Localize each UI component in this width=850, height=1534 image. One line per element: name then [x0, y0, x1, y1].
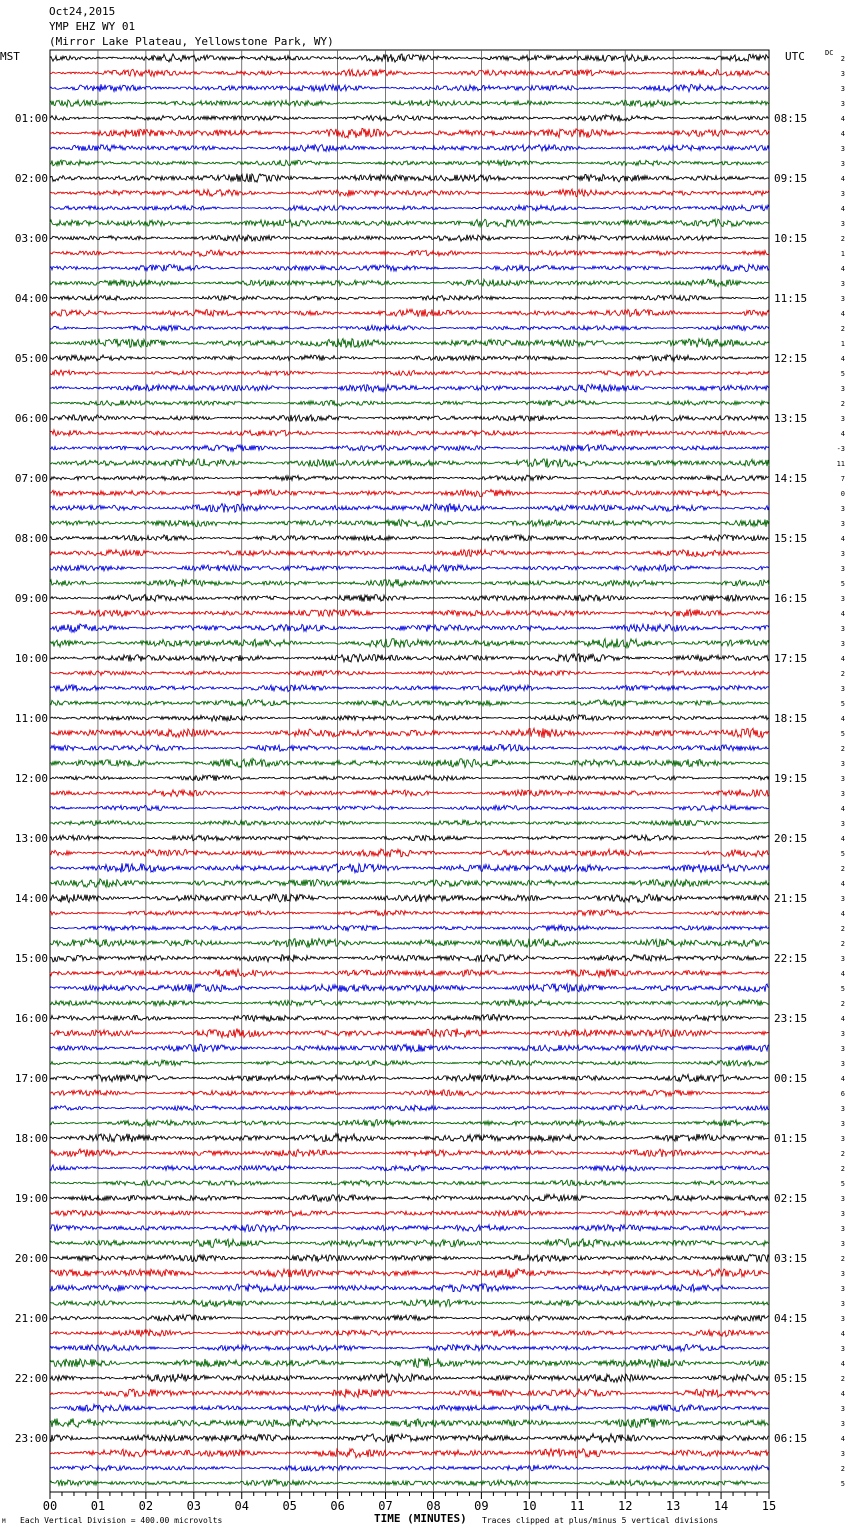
dc-offset-value: 4 [840, 655, 845, 663]
seismic-trace [50, 969, 769, 977]
mst-hour-label: 09:00 [14, 592, 48, 605]
dc-offset-value: 3 [840, 1030, 845, 1038]
seismic-trace [50, 715, 769, 721]
dc-offset-value: 6 [840, 1090, 845, 1098]
seismic-trace [50, 775, 769, 781]
seismic-trace [50, 1165, 769, 1171]
seismic-trace [50, 145, 769, 152]
seismic-trace [50, 1210, 769, 1216]
dc-offset-value: 4 [840, 205, 845, 213]
seismic-trace [50, 835, 769, 841]
dc-offset-value: 4 [840, 1075, 845, 1083]
seismic-trace [50, 955, 769, 962]
dc-offset-value: 3 [840, 1120, 845, 1128]
seismic-trace [50, 1120, 769, 1127]
seismic-trace [50, 1344, 769, 1351]
mst-hour-label: 23:00 [14, 1432, 48, 1445]
x-tick-label: 08 [426, 1499, 441, 1513]
x-tick-label: 05 [282, 1499, 297, 1513]
dc-offset-value: 2 [840, 670, 845, 678]
dc-offset-value: 3 [840, 1060, 845, 1068]
mst-hour-label: 20:00 [14, 1252, 48, 1265]
mst-hour-label: 16:00 [14, 1012, 48, 1025]
seismic-trace [50, 219, 769, 227]
seismic-trace [50, 160, 769, 166]
dc-offset-value: 3 [840, 1135, 845, 1143]
seismic-trace [50, 400, 769, 406]
seismic-trace [50, 1465, 769, 1471]
dc-offset-value: 2 [840, 1375, 845, 1383]
dc-offset-value: 3 [840, 295, 845, 303]
seismic-trace [50, 309, 769, 317]
dc-offset-value: 3 [840, 520, 845, 528]
seismic-trace [50, 639, 769, 648]
seismic-trace [50, 475, 769, 481]
utc-hour-label: 11:15 [774, 292, 808, 305]
dc-offset-value: 4 [840, 1015, 845, 1023]
seismic-trace [50, 610, 769, 617]
dc-offset-value: 3 [840, 190, 845, 198]
dc-offset-value: 3 [840, 1210, 845, 1218]
dc-offset-value: 2 [840, 325, 845, 333]
chart-date: Oct24,2015 [49, 5, 116, 18]
mst-hour-label: 11:00 [14, 712, 48, 725]
seismic-trace [50, 1405, 769, 1412]
mst-hour-label: 18:00 [14, 1132, 48, 1145]
seismic-trace [50, 1330, 769, 1337]
seismic-trace [50, 1418, 769, 1427]
mst-hour-label: 07:00 [14, 472, 48, 485]
dc-offset-value: 5 [840, 1480, 845, 1488]
seismic-trace [50, 415, 769, 422]
dc-offset-value: 3 [840, 1405, 845, 1413]
x-tick-label: 02 [138, 1499, 154, 1513]
x-tick-label: 03 [186, 1499, 202, 1513]
seismic-trace [50, 700, 769, 706]
dc-offset-value: 4 [840, 805, 845, 813]
right-timezone-label: UTC [785, 50, 805, 63]
utc-hour-label: 13:15 [774, 412, 808, 425]
x-tick-label: 01 [90, 1499, 106, 1513]
mst-hour-label: 17:00 [14, 1072, 48, 1085]
dc-offset-value: 3 [840, 100, 845, 108]
seismic-trace [50, 445, 769, 452]
mst-hour-label: 10:00 [14, 652, 48, 665]
seismic-trace [50, 759, 769, 768]
x-tick-label: 04 [234, 1499, 249, 1513]
dc-offset-value: 2 [840, 940, 845, 948]
seismic-trace [50, 595, 769, 602]
seismic-trace [50, 384, 769, 392]
seismic-trace [50, 1149, 769, 1157]
dc-offset-value: 3 [840, 1315, 845, 1323]
seismic-trace [50, 938, 769, 947]
seismic-trace [50, 1389, 769, 1398]
mst-hour-label: 08:00 [14, 532, 48, 545]
dc-offset-value: 2 [840, 865, 845, 873]
seismic-trace [50, 490, 769, 497]
dc-offset-value: 7 [840, 475, 845, 483]
seismic-trace [50, 1284, 769, 1292]
dc-offset-value: 4 [840, 1390, 845, 1398]
dc-offset-value: 3 [840, 70, 845, 78]
seismic-trace [50, 520, 769, 527]
seismic-trace [50, 579, 769, 586]
mst-hour-label: 06:00 [14, 412, 48, 425]
seismic-trace [50, 1000, 769, 1006]
seismic-trace [50, 670, 769, 675]
dc-offset-value: 2 [840, 1000, 845, 1008]
seismic-trace [50, 820, 769, 825]
mst-hour-label: 01:00 [14, 112, 48, 125]
seismic-trace [50, 1180, 769, 1186]
dc-offset-value: 2 [840, 1150, 845, 1158]
seismic-trace [50, 1480, 769, 1487]
seismic-trace [50, 1195, 769, 1202]
utc-hour-label: 05:15 [774, 1372, 808, 1385]
seismic-trace [50, 459, 769, 468]
utc-hour-label: 17:15 [774, 652, 808, 665]
seismic-trace [50, 370, 769, 376]
dc-offset-value: 4 [840, 265, 845, 273]
seismic-trace [50, 54, 769, 62]
seismic-trace [50, 624, 769, 632]
seismic-trace [50, 745, 769, 752]
dc-offset-value: 0 [840, 490, 845, 498]
utc-hour-label: 02:15 [774, 1192, 808, 1205]
dc-offset-value: 5 [840, 985, 845, 993]
dc-offset-value: 3 [840, 640, 845, 648]
station-location: (Mirror Lake Plateau, Yellowstone Park, WY) [49, 35, 334, 48]
dc-offset-value: 3 [840, 1270, 845, 1278]
mst-hour-label: 13:00 [14, 832, 48, 845]
x-tick-label: 07 [378, 1499, 393, 1513]
seismic-trace [50, 1434, 769, 1443]
x-tick-label: 14 [713, 1499, 729, 1513]
utc-hour-label: 19:15 [774, 772, 808, 785]
left-timezone-label: MST [0, 50, 20, 63]
utc-hour-label: 03:15 [774, 1252, 808, 1265]
dc-offset-value: 3 [840, 1240, 845, 1248]
dc-offset-value: 3 [840, 1045, 845, 1053]
x-axis-label: TIME (MINUTES) [374, 1512, 467, 1525]
seismic-trace [50, 355, 769, 361]
seismic-trace [50, 1029, 769, 1038]
seismic-trace [50, 879, 769, 887]
seismic-trace [50, 863, 769, 872]
mst-hour-label: 02:00 [14, 172, 48, 185]
dc-offset-value: 2 [840, 745, 845, 753]
dc-offset-value: 3 [840, 415, 845, 423]
dc-offset-value: 4 [840, 130, 845, 138]
dc-offset-value: 3 [840, 1105, 845, 1113]
x-tick-label: 10 [522, 1499, 537, 1513]
dc-offset-value: 3 [840, 775, 845, 783]
seismic-trace [50, 1358, 769, 1367]
dc-offset-value: 3 [840, 1225, 845, 1233]
dc-offset-value: 2 [840, 1465, 845, 1473]
utc-hour-label: 06:15 [774, 1432, 808, 1445]
x-tick-label: 13 [665, 1499, 681, 1513]
dc-offset-value: 3 [840, 595, 845, 603]
seismic-trace [50, 1044, 769, 1052]
seismic-trace [50, 1254, 769, 1261]
dc-offset-value: 5 [840, 580, 845, 588]
dc-offset-value: 3 [840, 145, 845, 153]
dc-offset-value: 4 [840, 970, 845, 978]
seismic-trace [50, 325, 769, 330]
utc-hour-label: 18:15 [774, 712, 808, 725]
dc-offset-value: 4 [840, 880, 845, 888]
seismic-trace [50, 1374, 769, 1383]
mst-hour-label: 05:00 [14, 352, 48, 365]
seismic-trace [50, 1239, 769, 1248]
seismic-trace [50, 504, 769, 513]
corner-mark: M [2, 1518, 6, 1525]
dc-offset-value: 3 [840, 1420, 845, 1428]
dc-offset-value: 5 [840, 850, 845, 858]
dc-offset-value: 4 [840, 430, 845, 438]
mst-hour-label: 04:00 [14, 292, 48, 305]
seismic-trace [50, 894, 769, 903]
seismic-trace [50, 235, 769, 242]
mst-hour-label: 03:00 [14, 232, 48, 245]
dc-offset-value: 4 [840, 115, 845, 123]
dc-offset-value: 3 [840, 505, 845, 513]
seismic-trace [50, 789, 769, 796]
seismic-trace [50, 1225, 769, 1232]
seismic-trace [50, 535, 769, 541]
seismic-trace [50, 205, 769, 211]
dc-offset-value: 3 [840, 550, 845, 558]
seismic-trace [50, 1105, 769, 1111]
dc-offset-value: 2 [840, 925, 845, 933]
utc-hour-label: 15:15 [774, 532, 808, 545]
seismic-trace [50, 69, 769, 76]
dc-offset-value: 5 [840, 730, 845, 738]
seismic-trace [50, 128, 769, 137]
dc-offset-value: -3 [836, 445, 845, 453]
dc-offset-value: 3 [840, 565, 845, 573]
dc-offset-value: 3 [840, 895, 845, 903]
seismic-trace [50, 189, 769, 197]
dc-offset-value: 5 [840, 370, 845, 378]
utc-hour-label: 20:15 [774, 832, 808, 845]
x-tick-label: 00 [42, 1499, 58, 1513]
station-name: YMP EHZ WY 01 [49, 20, 136, 33]
dc-offset-value: 4 [840, 610, 845, 618]
dc-column-label: DC [825, 49, 834, 57]
utc-hour-label: 01:15 [774, 1132, 808, 1145]
dc-offset-value: 3 [840, 1285, 845, 1293]
seismic-trace [50, 250, 769, 256]
dc-offset-value: 4 [840, 535, 845, 543]
seismic-trace [50, 1300, 769, 1307]
x-tick-label: 15 [761, 1499, 777, 1513]
dc-offset-value: 4 [840, 910, 845, 918]
dc-offset-value: 3 [840, 685, 845, 693]
seismic-trace [50, 984, 769, 993]
dc-offset-value: 4 [840, 835, 845, 843]
scale-note: Each Vertical Division = 400.00 microvolts [20, 1516, 223, 1525]
x-tick-label: 06 [330, 1499, 345, 1513]
seismic-trace [50, 264, 769, 271]
dc-offset-value: 4 [840, 1330, 845, 1338]
seismic-trace [50, 1134, 769, 1143]
dc-offset-value: 5 [840, 700, 845, 708]
seismic-trace [50, 1448, 769, 1457]
x-tick-label: 11 [570, 1499, 585, 1513]
seismic-trace [50, 174, 769, 183]
seismic-trace [50, 115, 769, 121]
dc-offset-value: 3 [840, 625, 845, 633]
dc-offset-value: 4 [840, 715, 845, 723]
seismic-trace [50, 728, 769, 738]
dc-offset-value: 3 [840, 1345, 845, 1353]
dc-offset-value: 2 [840, 55, 845, 63]
seismic-trace [50, 550, 769, 557]
seismic-trace [50, 849, 769, 857]
seismic-trace [50, 925, 769, 931]
dc-offset-value: 2 [840, 235, 845, 243]
dc-offset-value: 4 [840, 355, 845, 363]
dc-offset-value: 3 [840, 1450, 845, 1458]
mst-hour-label: 15:00 [14, 952, 48, 965]
dc-offset-value: 3 [840, 790, 845, 798]
clip-note: Traces clipped at plus/minus 5 vertical divisions [482, 1516, 719, 1525]
seismic-trace [50, 685, 769, 692]
seismic-trace [50, 339, 769, 348]
dc-offset-value: 3 [840, 1195, 845, 1203]
mst-hour-label: 12:00 [14, 772, 48, 785]
utc-hour-label: 04:15 [774, 1312, 808, 1325]
utc-hour-label: 09:15 [774, 172, 808, 185]
seismic-trace [50, 1269, 769, 1278]
x-tick-label: 09 [474, 1499, 489, 1513]
dc-offset-value: 3 [840, 955, 845, 963]
mst-hour-label: 19:00 [14, 1192, 48, 1205]
seismic-trace [50, 279, 769, 287]
utc-hour-label: 21:15 [774, 892, 808, 905]
utc-hour-label: 16:15 [774, 592, 808, 605]
mst-hour-label: 14:00 [14, 892, 48, 905]
utc-hour-label: 14:15 [774, 472, 808, 485]
dc-offset-value: 3 [840, 160, 845, 168]
dc-offset-value: 1 [840, 250, 845, 258]
seismic-trace [50, 84, 769, 92]
utc-hour-label: 08:15 [774, 112, 808, 125]
seismic-trace [50, 910, 769, 916]
seismic-trace [50, 1015, 769, 1022]
seismic-trace [50, 1060, 769, 1066]
utc-hour-label: 22:15 [774, 952, 808, 965]
seismic-trace [50, 1074, 769, 1081]
dc-offset-value: 3 [840, 760, 845, 768]
dc-offset-value: 3 [840, 85, 845, 93]
seismic-trace [50, 100, 769, 107]
dc-offset-value: 4 [840, 175, 845, 183]
dc-offset-value: 4 [840, 1435, 845, 1443]
dc-offset-value: 5 [840, 1180, 845, 1188]
dc-offset-value: 2 [840, 1165, 845, 1173]
dc-offset-value: 3 [840, 280, 845, 288]
dc-offset-value: 3 [840, 820, 845, 828]
seismic-trace [50, 430, 769, 436]
dc-offset-value: 3 [840, 220, 845, 228]
dc-offset-value: 3 [840, 385, 845, 393]
seismic-trace [50, 1090, 769, 1096]
mst-hour-label: 22:00 [14, 1372, 48, 1385]
x-tick-label: 12 [617, 1499, 633, 1513]
utc-hour-label: 12:15 [774, 352, 808, 365]
dc-offset-value: 1 [840, 340, 845, 348]
seismic-trace [50, 1315, 769, 1321]
seismic-trace [50, 565, 769, 572]
dc-offset-value: 4 [840, 1360, 845, 1368]
seismic-trace [50, 654, 769, 662]
seismic-trace [50, 295, 769, 300]
dc-offset-value: 4 [840, 310, 845, 318]
utc-hour-label: 00:15 [774, 1072, 808, 1085]
utc-hour-label: 10:15 [774, 232, 808, 245]
dc-offset-value: 2 [840, 1255, 845, 1263]
utc-hour-label: 23:15 [774, 1012, 808, 1025]
mst-hour-label: 21:00 [14, 1312, 48, 1325]
seismic-trace [50, 805, 769, 811]
dc-offset-value: 2 [840, 400, 845, 408]
dc-offset-value: 11 [836, 460, 845, 468]
dc-offset-value: 3 [840, 1300, 845, 1308]
